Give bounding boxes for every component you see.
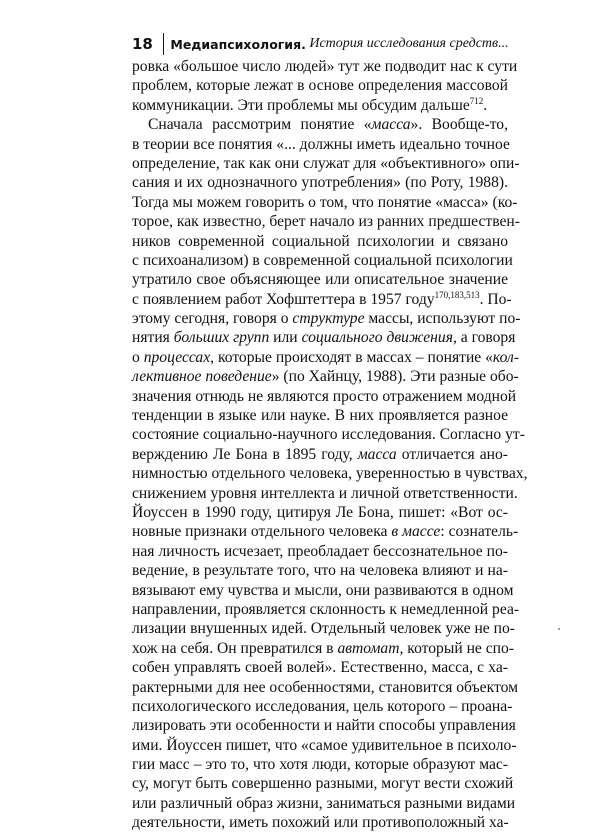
book-title: Медиапсихология. (170, 36, 306, 52)
text-segment: массы, используют по- (364, 310, 521, 328)
italic-text: в массе (391, 523, 441, 541)
text-segment: ровка «большое число людей» тут же подводит нас к сути (132, 58, 518, 75)
text-segment: с психоанализом) в современной социальной психологии (132, 251, 513, 269)
text-segment: ников современной социальной психологии и связано (132, 232, 508, 250)
text-line (132, 755, 508, 774)
running-header (132, 33, 509, 55)
text-segment: лизировать эти особенности и найти способы управления (132, 717, 516, 735)
text-line (132, 774, 514, 793)
text-line (132, 813, 508, 832)
text-line (132, 115, 508, 134)
text-segment: нятия (132, 329, 174, 347)
text-line (132, 309, 521, 328)
text-line (132, 619, 515, 638)
text-segment: . (483, 96, 488, 114)
text-segment: хож на себя. Он превратился в (132, 639, 338, 657)
text-segment: Тогда мы можем говорить о том, что понятие «масса» (ко- (132, 193, 518, 211)
text-segment: Йоуссен в 1990 году, цитируя Ле Бона, пишет: «Вот ос- (132, 503, 508, 521)
italic-text: процессах (143, 348, 211, 366)
text-segment: лизации внушенных идей. Отдельный человек уже не по- (132, 620, 515, 638)
italic-text: масса (357, 445, 397, 463)
text-segment: утратило свое объясняющее или описательное значение (132, 271, 508, 289)
scan-speck (558, 628, 560, 630)
italic-text: автомат (337, 639, 400, 657)
text-line (132, 135, 508, 154)
text-segment: направлении, проявляется склонность к немедленной реа- (132, 600, 520, 618)
text-segment: ведение, в результате того, что на человека влияют и на- (132, 562, 508, 580)
text-segment: состояние социально-научного исследования. Согласно ут- (132, 426, 525, 444)
text-segment: ». Вообще-то, (410, 116, 508, 134)
text-segment: ная личность исчезает, преобладает бессознательное по- (132, 542, 508, 560)
text-line (132, 348, 520, 367)
text-line (132, 716, 516, 735)
text-segment: определение, так как они служат для «объективного» опи- (132, 154, 520, 172)
text-segment: в теории все понятия «... должны иметь идеально точное (132, 135, 510, 153)
text-segment: сания и их однозначного употребления» (по Роту, 1988). (132, 174, 508, 192)
text-segment: или различный образ жизни, заниматься разными видами (132, 794, 516, 812)
italic-text: лективное поведение (132, 368, 272, 386)
text-line (132, 678, 518, 697)
text-segment: проблем, которые лежат в основе определения массовой (132, 77, 508, 95)
text-segment: или (269, 329, 302, 347)
text-line (132, 96, 508, 115)
text-line (132, 387, 517, 406)
text-segment: тенденции в языке или науке. В них проявляется разное (132, 407, 508, 425)
text-segment: гии масс – это то, что хотя люди, которые образуют мас- (132, 756, 508, 774)
text-line (132, 406, 508, 425)
italic-text: больших групп (173, 329, 270, 347)
text-line (132, 658, 508, 677)
text-segment: деятельности, иметь похожий или противоположный ха- (132, 814, 509, 832)
text-segment: с появлением работ Хофштеттера в 1957 году (132, 290, 435, 308)
text-segment: новные признаки отдельного человека (132, 523, 392, 541)
text-line (132, 425, 525, 444)
text-line (132, 736, 517, 755)
text-segment: нимностью отдельного человека, уверенностью в чувствах, (132, 465, 528, 483)
text-line (132, 270, 508, 289)
text-line (132, 328, 516, 347)
text-line (132, 503, 508, 522)
text-line (132, 367, 519, 386)
text-segment: ими. Йоуссен пишет, что «самое удивительное в психоло- (132, 736, 517, 754)
citation-superscript: 712 (469, 95, 484, 106)
text-line (132, 464, 528, 483)
text-segment: коммуникации. Эти проблемы мы обсудим дальше (132, 96, 470, 114)
text-segment: вязывают ему чувства и мысли, они развиваются в одном (132, 581, 514, 599)
text-line (132, 289, 512, 309)
italic-text: масса (371, 116, 411, 134)
text-line (132, 522, 519, 541)
text-line (132, 639, 515, 658)
text-line (132, 600, 520, 619)
text-line (132, 484, 518, 503)
text-segment: рактерными для нее особенностями, становится объектом (132, 678, 518, 696)
text-segment: торое, как известно, берет начало из ранних предшествен- (132, 213, 520, 231)
chapter-title: История исследования средств... (309, 36, 509, 51)
text-segment: верждению Ле Бона в 1895 году, (132, 445, 358, 463)
text-segment: . По- (479, 290, 512, 308)
text-segment: психологического исследования, цель которого – проана- (132, 697, 513, 715)
text-line (132, 542, 508, 561)
text-segment: су, могут быть совершенно разными, могут вести схожий (132, 775, 514, 793)
text-segment: значения отнюдь не являются просто отражением модной (132, 387, 517, 405)
text-segment: , а говоря (452, 329, 516, 347)
text-line (132, 193, 518, 212)
text-line (132, 232, 508, 251)
text-segment: снижением уровня интеллекта и личной ответственности. (132, 484, 518, 502)
body-text (132, 57, 528, 833)
italic-text: социального движения (301, 329, 453, 347)
text-segment: : сознатель- (440, 523, 519, 541)
text-segment: , который не спо- (399, 639, 515, 657)
text-line (132, 794, 516, 813)
citation-superscript: 170,183,513 (434, 289, 480, 300)
text-line (132, 173, 508, 192)
text-line (132, 561, 508, 580)
text-segment: Сначала рассмотрим понятие « (148, 116, 372, 134)
text-line (132, 76, 508, 95)
text-line (132, 154, 520, 173)
text-segment: » (по Хайнцу, 1988). Эти разные обо- (271, 368, 519, 386)
text-line (132, 251, 513, 270)
text-line (132, 212, 520, 231)
text-segment: , которые происходят в массах – понятие « (210, 348, 493, 366)
page-number: 18 (132, 35, 153, 53)
text-line (132, 697, 513, 716)
text-segment: отличается ано- (396, 445, 508, 463)
italic-text: кол- (492, 348, 520, 366)
header-divider (163, 33, 165, 55)
text-line (132, 581, 514, 600)
text-segment: о (132, 348, 144, 366)
italic-text: структуре (292, 310, 365, 328)
text-segment: собен управлять своей волей». Естественно, масса, с ха- (132, 659, 508, 677)
text-line (132, 57, 518, 76)
text-segment: этому сегодня, говоря о (132, 310, 293, 328)
text-line (132, 445, 508, 464)
